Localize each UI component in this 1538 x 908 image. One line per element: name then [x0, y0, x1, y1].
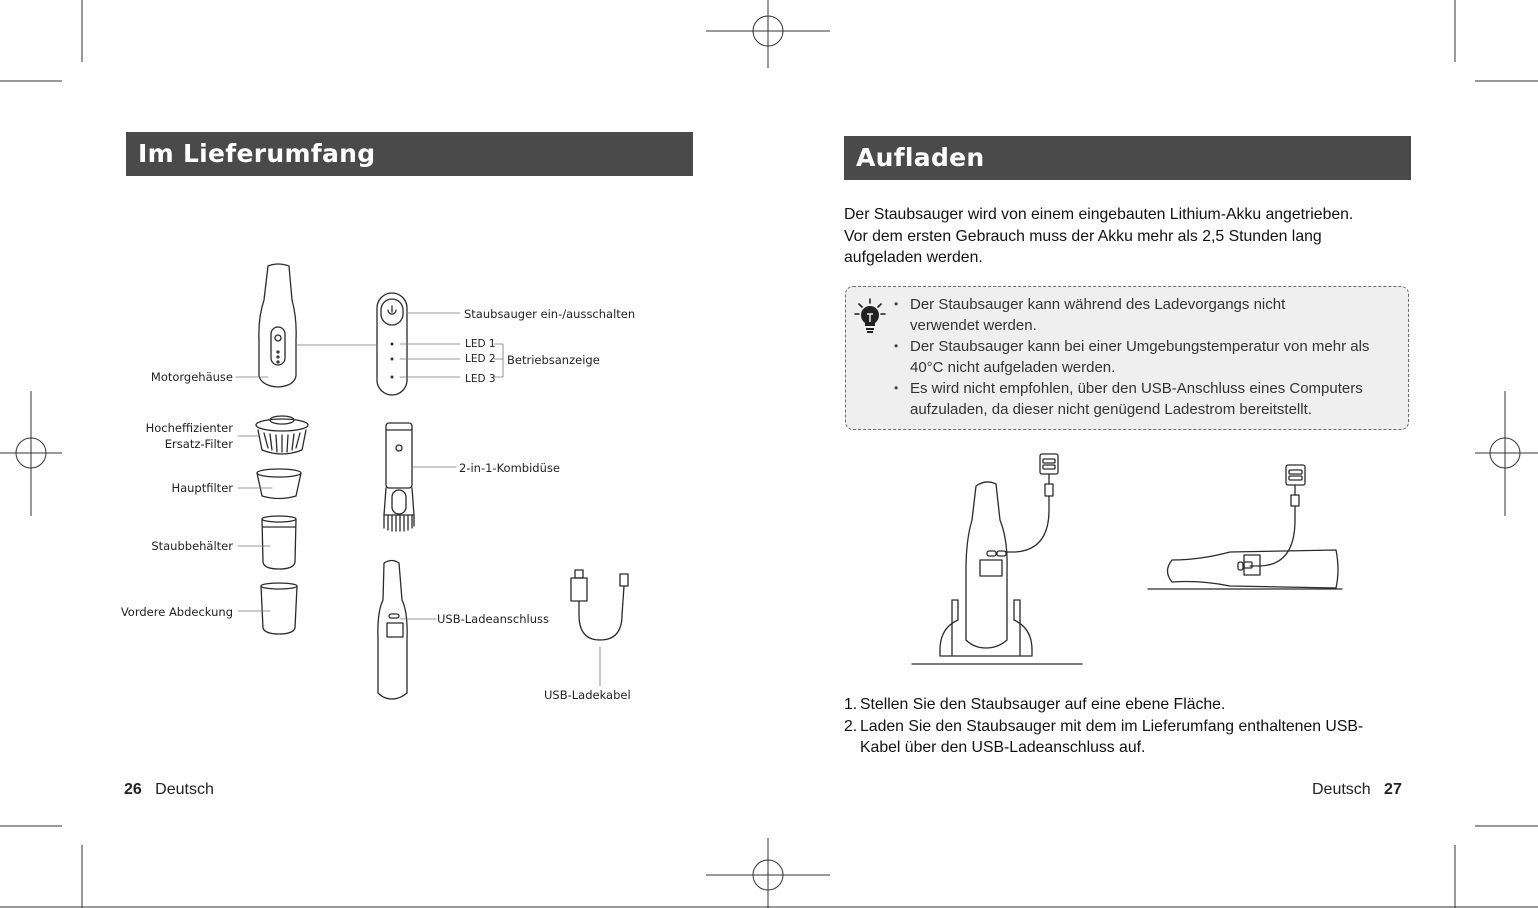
steps-list	[844, 694, 1414, 759]
page-number-right: 27	[1384, 781, 1402, 798]
intro-line: Vor dem ersten Gebrauch muss der Akku mehr als 2,5 Stunden lang	[844, 227, 1322, 245]
section-title: Im Lieferumfang	[138, 139, 376, 168]
step-line: Laden Sie den Staubsauger mit dem im Lieferumfang enthaltenen USB-	[860, 717, 1364, 735]
label-main-filter: Hauptfilter	[171, 481, 233, 495]
label-hepa-filter-1: Hocheffizienter	[145, 421, 233, 435]
step-item	[844, 716, 1414, 759]
step-item	[844, 694, 1414, 716]
step-line: Stellen Sie den Staubsauger auf eine ebene Fläche.	[860, 696, 1226, 713]
label-hepa-filter-2: Ersatz-Filter	[164, 437, 233, 451]
label-power-switch: Staubsauger ein-/ausschalten	[464, 307, 636, 321]
tip-line: • Der Staubsauger kann bei einer Umgebungstemperatur von mehr als	[910, 338, 1370, 355]
label-combo-nozzle: 2-in-1-Kombidüse	[459, 461, 560, 475]
footer-language-left: Deutsch	[155, 781, 214, 798]
page-footer-right	[1312, 781, 1402, 799]
upright-charging-illustration	[912, 454, 1082, 664]
label-led1: LED 1	[465, 338, 496, 350]
label-led3: LED 3	[465, 373, 496, 385]
section-title: Aufladen	[856, 143, 985, 172]
label-dust-container: Staubbehälter	[151, 539, 233, 553]
step-line: Kabel über den USB-Ladeanschluss auf.	[860, 739, 1146, 756]
label-led2: LED 2	[465, 353, 496, 365]
tip-line: verwendet werden.	[910, 317, 1037, 334]
tip-line: • Der Staubsauger kann während des Ladevorgangs nicht	[910, 296, 1286, 313]
label-usb-cable: USB-Ladekabel	[544, 688, 631, 702]
label-front-cover: Vordere Abdeckung	[120, 605, 233, 619]
step-number: 2.	[844, 717, 858, 735]
intro-line: aufgeladen werden.	[844, 249, 983, 266]
tip-line: 40°C nicht aufgeladen werden.	[910, 359, 1116, 376]
footer-language-right: Deutsch	[1312, 781, 1371, 798]
page-number-left: 26	[124, 781, 142, 798]
label-status-indicator: Betriebsanzeige	[507, 353, 600, 367]
step-number: 1.	[844, 696, 858, 713]
intro-line: Der Staubsauger wird von einem eingebauten Lithium-Akku angetrieben.	[844, 206, 1354, 223]
horizontal-charging-illustration	[1148, 465, 1342, 589]
tip-line: • Es wird nicht empfohlen, über den USB-Anschluss eines Computers	[910, 380, 1363, 397]
label-motor-housing: Motorgehäuse	[150, 370, 233, 384]
tip-line: aufzuladen, da dieser nicht genügend Ladestrom bereitstellt.	[910, 401, 1312, 418]
label-usb-port: USB-Ladeanschluss	[437, 612, 549, 626]
